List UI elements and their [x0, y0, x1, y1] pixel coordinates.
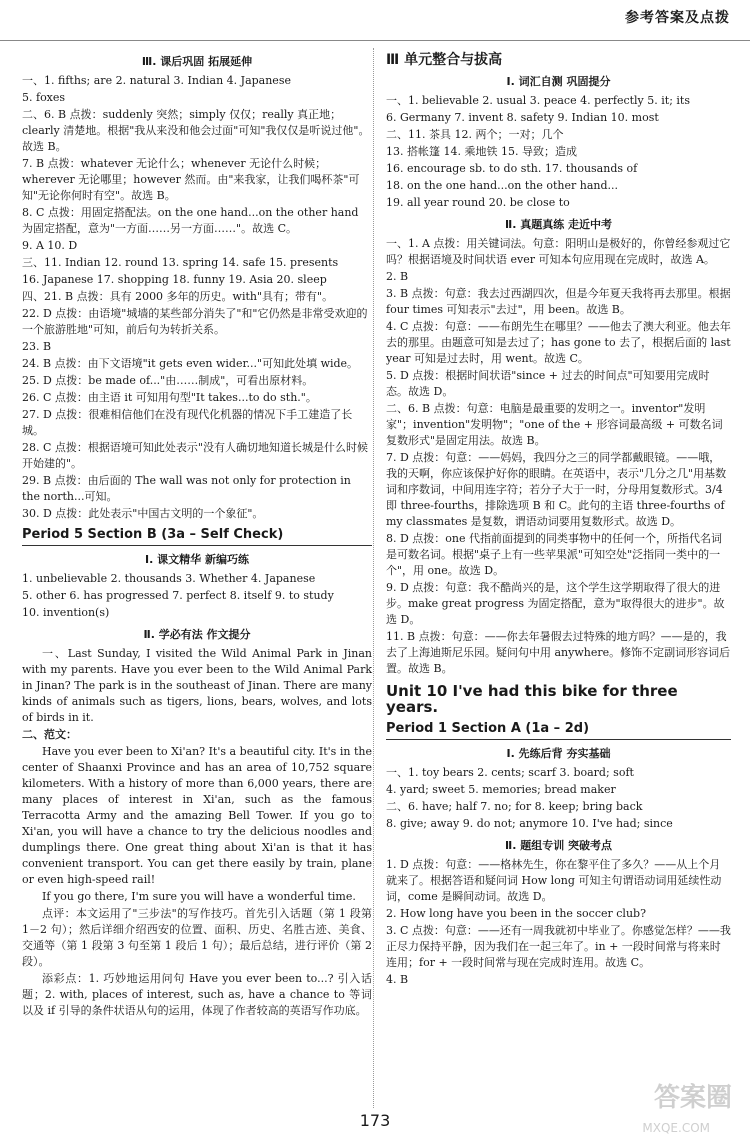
answer-line: 27. D 点拨：很难相信他们在没有现代化机器的情况下手工建造了长城。	[22, 408, 353, 437]
period-heading: Period 1 Section A (1a – 2d)	[386, 721, 731, 740]
period-heading: Period 5 Section B (3a – Self Check)	[22, 527, 372, 546]
answer-line: 23. B	[22, 340, 52, 353]
answer-line: 29. B 点拨：由后面的 The wall was not only for protection in the north...可知。	[22, 474, 351, 503]
answer-line: 26. C 点拨：由主语 it 可知用句型"It takes...to do sth."。	[22, 391, 317, 404]
unit-title: Unit 10 I've had this bike for three years.	[386, 682, 678, 716]
answer-line: 8. D 点拨：one 代指前面提到的同类事物中的任何一个，所指代名词是可数名词。根据"桌子上有一些苹果派"可知空处"泛指同一类中的一个"，用 one。故选 D。	[386, 532, 723, 577]
answer-line: 二、6. B 点拨：suddenly 突然；simply 仅仅；really 真正地；clearly 清楚地。根据"我从来没和他会过面"可知"我仅仅是听说过他"。故选 B。	[22, 108, 370, 153]
watermark-url: MXQE.COM	[642, 1121, 710, 1135]
answer-line: 8. give; away 9. do not; anymore 10. I've had; since	[386, 817, 673, 830]
answer-list	[386, 765, 731, 832]
answer-line: 四、21. B 点拨：具有 2000 多年的历史。with"具有；带有"。	[22, 290, 334, 303]
answer-line: 一、1. believable 2. usual 3. peace 4. perfectly 5. it; its	[386, 94, 690, 107]
answer-line: 3. C 点拨：句意：——还有一周我就初中毕业了。你感觉怎样？——我正尽力保持平静，因为我们在一起三年了。in + 一段时间常与将来时连用；for + 一段时间常与现在完成时连用。故选 C。	[386, 924, 731, 969]
answer-line: 二、6. B 点拨：句意：电脑是最重要的发明之一。inventor"发明家"；invention"发明物"；"one of the + 形容词最高级 + 可数名词复数形式"是固定用法。故选 B。	[386, 402, 723, 447]
answer-line: 7. D 点拨：句意：——妈妈，我四分之三的同学都戴眼镜。——哦，我的天啊，你应该保护好你的眼睛。在英语中，表示"几分之几"用基数词和序数词，中间用连字符；若分子大于一时，分母用复数形式。3/4 即 three-fourths，排除选项 B 和 C。此句的主语 three-fourths of my classmates 是复数，谓语动词要用复数形式。故选 D。	[386, 451, 727, 528]
answer-list	[22, 571, 372, 621]
answer-line: 30. D 点拨：此处表示"中国古文明的一个象征"。	[22, 507, 264, 520]
answer-line: 二、11. 茶具 12. 两个；一对；几个	[386, 128, 564, 141]
answer-line: 24. B 点拨：由下文语境"it gets even wider..."可知此处填 wide。	[22, 357, 359, 370]
answer-line: 28. C 点拨：根据语境可知此处表示"没有人确切地知道长城是什么时候开始建的"。	[22, 441, 368, 470]
unit-review-heading: Ⅲ 单元整合与拔高	[386, 52, 503, 68]
answer-line: 22. D 点拨：由语境"城墙的某些部分消失了"和"它仍然是非常受欢迎的一个旅游胜地"可知，前后句为转折关系。	[22, 307, 368, 336]
section-heading: Ⅱ. 题组专训 突破考点	[504, 839, 613, 852]
answer-line: 9. A 10. D	[22, 239, 78, 252]
answer-line: 25. D 点拨：be made of..."由……制成"，可看出原材料。	[22, 374, 314, 387]
answer-line: 4. C 点拨：句意：——布朗先生在哪里？——他去了澳大利亚。他去年去的那里。由题意可知是去过了；has gone to 去了，根据后面的 last year 可知是过去时，用 went。故选 C。	[386, 320, 731, 365]
essay-paragraph: 一、Last Sunday, I visited the Wild Animal Park in Jinan with my parents. Have you ever been to the Wild Animal Park in Jinan? The park is in the southeast of Jinan. There are many kinds of animals such as tigers, lions, bears, wolves, and lots of birds in it.	[22, 647, 372, 724]
left-column	[22, 48, 372, 1020]
answer-line: 4. yard; sweet 5. memories; bread maker	[386, 783, 616, 796]
model-essay-label: 二、范文：	[22, 728, 77, 741]
answer-line: 16. encourage sb. to do sth. 17. thousands of	[386, 162, 638, 175]
answer-line: 13. 搭帐篷 14. 乘地铁 15. 导致；造成	[386, 145, 577, 158]
answer-list	[386, 93, 731, 211]
answer-line: 8. C 点拨：用固定搭配法。on the one hand...on the other hand 为固定搭配，意为"一方面……另一方面……"。故选 C。	[22, 206, 359, 235]
answer-line: 9. D 点拨：句意：我不酷尚兴的是，这个学生这学期取得了很大的进步。make great progress 为固定搭配，意为"取得很大的进步"。故选 D。	[386, 581, 725, 626]
section-heading: Ⅱ. 真题真练 走近中考	[504, 218, 613, 231]
header-title: 参考答案及点拨	[625, 10, 730, 26]
answer-line: 二、6. have; half 7. no; for 8. keep; bring back	[386, 800, 643, 813]
page-header	[0, 0, 750, 42]
answer-line: 三、11. Indian 12. round 13. spring 14. safe 15. presents	[22, 256, 339, 269]
answer-line: 1. D 点拨：句意：——格林先生，你在黎平住了多久？——从上个月就来了。根据答语和疑问词 How long 可知主句谓语动词用延续性动词，come 是瞬间动词。故选 D。	[386, 858, 722, 903]
answer-line: 5. other 6. has progressed 7. perfect 8. itself 9. to study	[22, 589, 334, 602]
answer-line: 4. B	[386, 973, 409, 986]
section-heading: Ⅰ. 先练后背 夯实基础	[506, 747, 611, 760]
section-heading: Ⅱ. 学必有法 作文提分	[143, 628, 251, 641]
answer-line: 1. unbelievable 2. thousands 3. Whether 4. Japanese	[22, 572, 316, 585]
answer-line: 一、1. fifths; are 2. natural 3. Indian 4. Japanese	[22, 74, 291, 87]
section-heading: Ⅰ. 课文精华 新编巧练	[145, 553, 249, 566]
essay-paragraph: Have you ever been to Xi'an? It's a beautiful city. It's in the center of Shaanxi Province and has an area of 10,752 square kilometers. With a history of more than 6,000 years, there are many places of interest in Xi'an, such as the famous Terracotta Army and the amazing Bell Tower. If you go to Xi'an, you will have a chance to try the delicious noodles and dumplings there. One great thing about Xi'an is that it has convenient transport. You can get there easily by train, plane or even high-speed rail!	[22, 745, 372, 886]
answer-line: 18. on the one hand...on the other hand...	[386, 179, 619, 192]
answer-list	[386, 857, 731, 988]
answer-list	[22, 73, 372, 522]
right-column	[386, 48, 731, 989]
answer-line: 3. B 点拨：句意：我去过西湖四次，但是今年夏天我将再去那里。根据 four times 可知表示"去过"，用 been。故选 B。	[386, 287, 731, 316]
column-divider	[373, 48, 374, 1108]
essay-paragraph: If you go there, I'm sure you will have a wonderful time.	[42, 890, 356, 903]
answer-line: 2. How long have you been in the soccer club?	[386, 907, 646, 920]
answer-line: 一、1. A 点拨：用关键词法。句意：阳明山是极好的，你曾经参观过它吗？根据语境及时间状语 ever 可知本句应用现在完成时，故选 A。	[386, 237, 731, 266]
header-rule	[0, 40, 750, 41]
answer-line: 10. invention(s)	[22, 606, 110, 619]
answer-line: 5. D 点拨：根据时间状语"since + 过去的时间点"可知要用完成时态。故选 D。	[386, 369, 710, 398]
section-heading: Ⅲ. 课后巩固 拓展延伸	[141, 55, 253, 68]
answer-line: 11. B 点拨：句意：——你去年暑假去过特殊的地方吗？——是的，我去了上海迪斯尼乐园。疑问句中用 anywhere。修饰不定副词形容词后置。故选 B。	[386, 630, 731, 675]
answer-line: 2. B	[386, 270, 409, 283]
answer-list	[386, 236, 731, 677]
answer-line: 5. foxes	[22, 91, 66, 104]
comment-paragraph: 点评：本文运用了"三步法"的写作技巧。首先引入话题（第 1 段第 1－2 句）；然后详细介绍西安的位置、面积、历史、名胜古迹、美食、交通等（第 1 段第 3 句至第 1 段后 1 句）；最后总结，进行评价（第 2 段）。	[22, 907, 372, 968]
watermark-logo: 答案圈	[653, 1083, 732, 1113]
comment-paragraph: 添彩点：1. 巧妙地运用问句 Have you ever been to...? 引入话题；2. with, places of interest, such as, have a chance to 等词以及 if 引导的条件状语从句的运用，体现了作者较高的英语写作功底。	[22, 972, 372, 1017]
answer-line: 一、1. toy bears 2. cents; scarf 3. board; soft	[386, 766, 634, 779]
answer-line: 6. Germany 7. invent 8. safety 9. Indian 10. most	[386, 111, 659, 124]
page-number: 173	[359, 1111, 391, 1130]
answer-line: 19. all year round 20. be close to	[386, 196, 570, 209]
answer-line: 7. B 点拨：whatever 无论什么；whenever 无论什么时候；wherever 无论哪里；however 然而。由"来我家，让我们喝杯茶"可知"无论你何时有空"。故选 B。	[22, 157, 360, 202]
answer-line: 16. Japanese 17. shopping 18. funny 19. Asia 20. sleep	[22, 273, 327, 286]
section-heading: Ⅰ. 词汇自测 巩固提分	[506, 75, 611, 88]
